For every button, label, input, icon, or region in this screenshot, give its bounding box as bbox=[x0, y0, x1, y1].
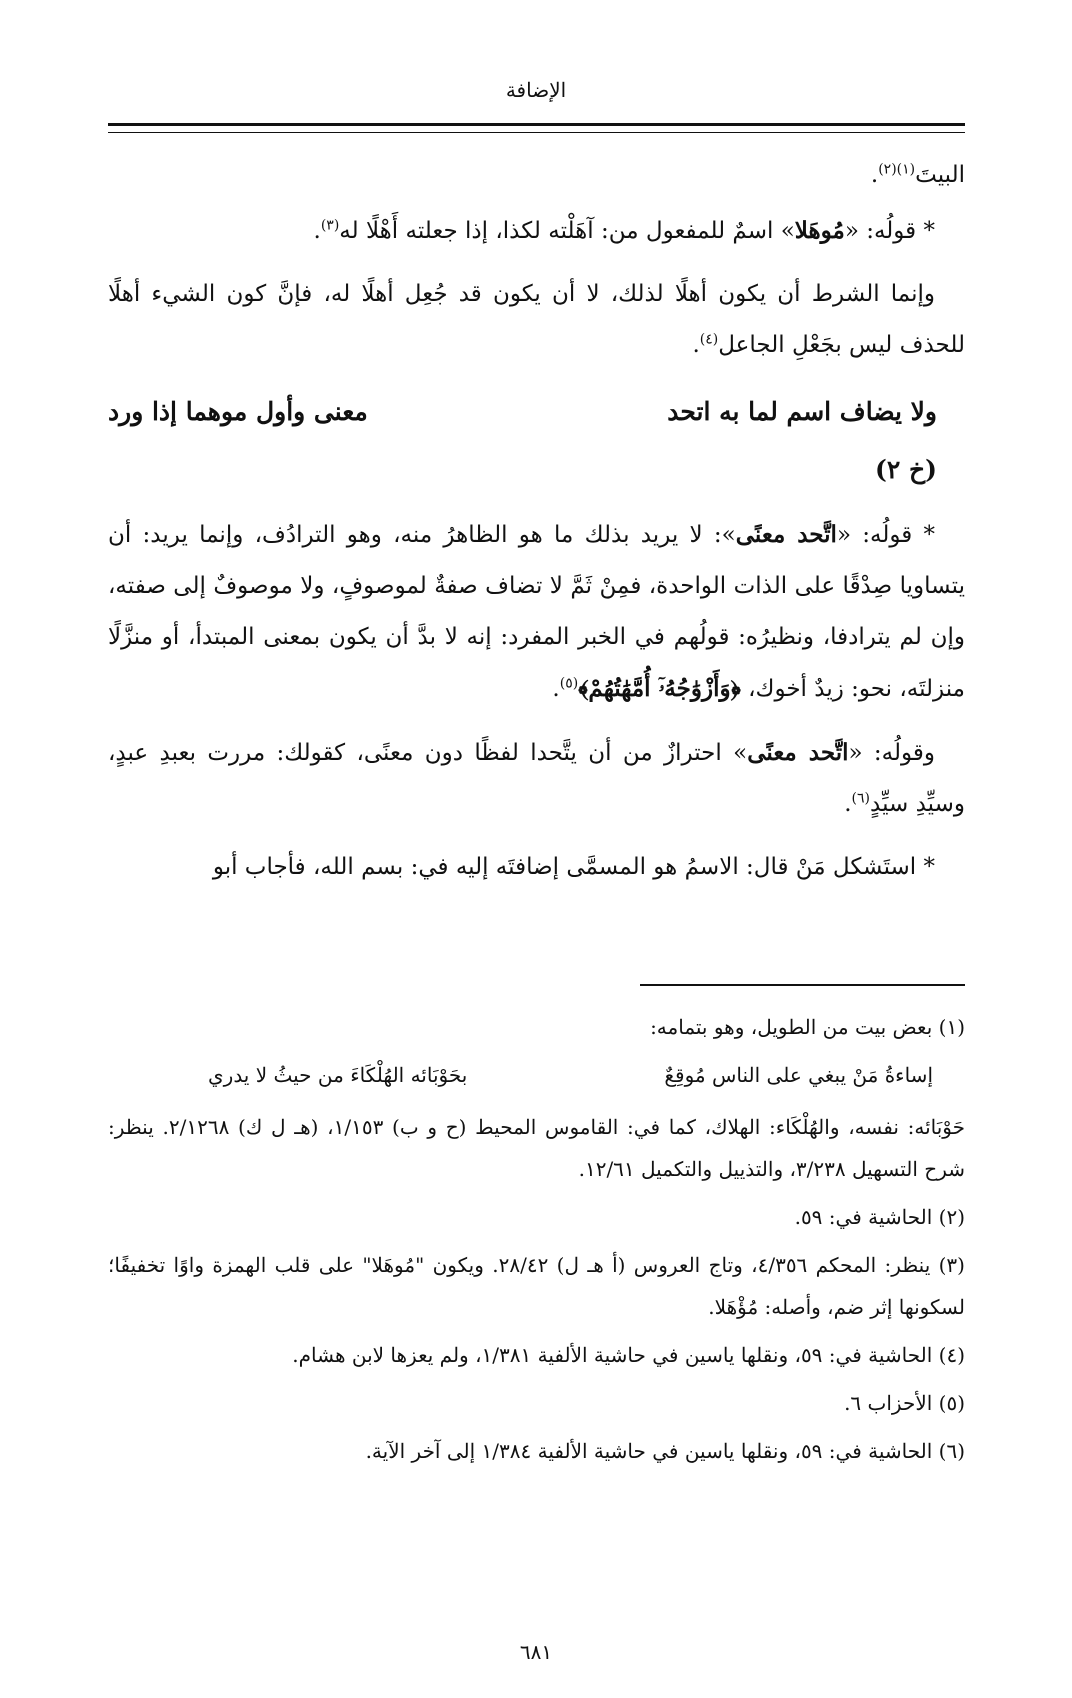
term-mowhala: مُوهَلا bbox=[794, 217, 845, 244]
paragraph-2: * قولُه: «مُوهَلا» اسمٌ للمفعول من: آهَلْته لكذا، إذا جعلته أَهْلًا له$^{(٣)}$. bbox=[313, 217, 935, 244]
running-header: الإضافة bbox=[505, 78, 567, 102]
paragraph-1: البيتَ$^{(١)(٢)}$. bbox=[870, 161, 965, 188]
paragraph-4: * قولُه: «اتَّحد معنًى»: لا يريد بذلك ما هو الظاهرُ منه، وهو الترادُف، وإنما يريد: أن يتساويا صِدْقًا على الذات الواحدة، فمِنْ ثَمَّ لا تضاف صفةٌ لموصوفٍ، ولا موصوفٌ إلى صفته، وإن لم يترادفا، ونظيرُه: قولُهم في الخبر المفرد: إنه لا بدَّ أن يكون بمعنى المبتدأ، أو منزَّلًا منزلتَه، نحو: زيدٌ أخوك، ﴿وَأَزْوَٰجُهُۥٓ أُمَّهَٰتُهُمْ﴾$^{(٥)}$. bbox=[108, 521, 965, 702]
header-rule-thin bbox=[108, 132, 965, 133]
paragraph-6: * استَشكل مَنْ قال: الاسمُ هو المسمَّى إضافتَه إليه في: بسم الله، فأجاب أبو bbox=[212, 854, 935, 880]
quran-quote: ﴿وَأَزْوَٰجُهُۥٓ أُمَّهَٰتُهُمْ﴾ bbox=[578, 675, 741, 702]
term-ittahada: اتَّحد معنًى bbox=[735, 521, 837, 548]
footnote-1-intro: (١) بعض بيت من الطويل، وهو بتمامه: bbox=[650, 1015, 965, 1039]
footnote-4: (٤) الحاشية في: ٥٩، ونقلها ياسين في حاشية الألفية ١/٣٨١، ولم يعزها لابن هشام. bbox=[292, 1343, 965, 1367]
header-rule-thick bbox=[108, 123, 965, 126]
main-text bbox=[108, 150, 965, 905]
footnote-verse-first-half: إساءةُ مَنْ يبغي على الناس مُوقِعٌ bbox=[664, 1063, 933, 1087]
page-number: ٦٨١ bbox=[519, 1640, 553, 1664]
footnote-3: (٣) ينظر: المحكم ٤/٣٥٦، وتاج العروس (أ هـ ل) ٢٨/٤٢. ويكون "مُوهَلا" على قلب الهمزة واوًا تخفيفًا؛ لسكونها إثر ضم، وأصله: مُؤْهَلا. bbox=[108, 1253, 965, 1319]
verse-second-half: معنى وأول موهما إذا ورد bbox=[108, 397, 368, 426]
paragraph-5: وقولُه: «اتَّحد معنًى» احترازٌ من أن يتَّحدا لفظًا دون معنًى، كقولك: مررت بعبدِ عبدٍ، وسيِّدِ سيِّدٍ$^{(٦)}$. bbox=[108, 739, 965, 817]
footnotes bbox=[108, 1006, 965, 1478]
footnote-1-gloss: حَوْبَائه: نفسه، والهُلْكَاء: الهلاك، كما في: القاموس المحيط (ح و ب) ١/١٥٣، (هـ ل ك) ٢/١٢٦٨. ينظر: شرح التسهيل ٣/٢٣٨، والتذييل والتكميل ١٢/٦١. bbox=[108, 1115, 965, 1181]
footnote-6: (٦) الحاشية في: ٥٩، ونقلها ياسين في حاشية الألفية ١/٣٨٤ إلى آخر الآية. bbox=[365, 1439, 965, 1463]
paragraph-3: وإنما الشرط أن يكون أهلًا لذلك، لا أن يكون قد جُعِل أهلًا له، فإنَّ كون الشيء أهلًا للحذف ليس بجَعْلِ الجاعل$^{(٤)}$. bbox=[108, 281, 965, 358]
verse-reference: (خ ٢) bbox=[875, 455, 937, 484]
poem-verse bbox=[108, 383, 965, 499]
footnote-1-verse bbox=[108, 1054, 965, 1096]
term-ittahada-2: اتَّحد معنًى bbox=[747, 739, 849, 766]
footnote-verse-second-half: بحَوْبَائه الهُلْكَاءَ من حيثُ لا يدري bbox=[208, 1063, 468, 1087]
footnote-2: (٢) الحاشية في: ٥٩. bbox=[794, 1205, 965, 1229]
footnote-5: (٥) الأحزاب ٦. bbox=[844, 1391, 965, 1415]
footnote-separator bbox=[640, 984, 965, 986]
verse-first-half: ولا يضاف اسم لما به اتحد bbox=[667, 397, 937, 426]
